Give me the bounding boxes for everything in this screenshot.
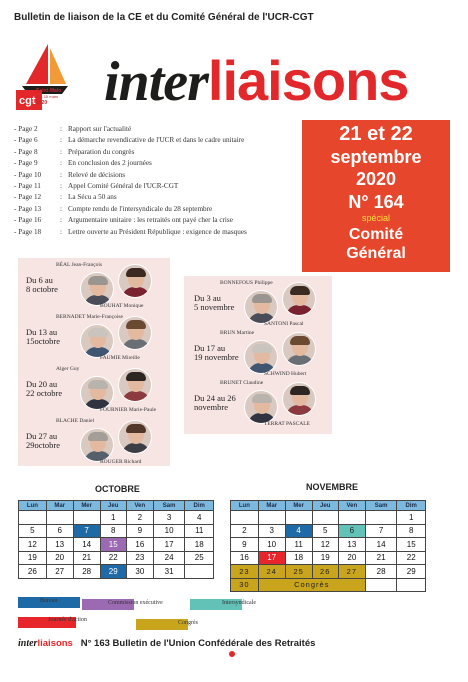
calendar-day: 15 — [397, 538, 426, 552]
calendar-day: 9 — [231, 538, 259, 552]
masthead-inter: inter — [104, 51, 208, 113]
toc-item — [14, 193, 304, 204]
calendar-day: 27 — [46, 565, 73, 579]
footer-liaisons: liaisons — [37, 638, 73, 649]
toc-separator: : — [60, 193, 62, 202]
weekday-header: Sam — [365, 501, 397, 511]
toc-title: La Sécu a 50 ans — [68, 193, 117, 202]
weekday-header: Lun — [19, 501, 47, 511]
calendar-day: 1 — [397, 511, 426, 525]
issue-special: spécial — [361, 213, 390, 223]
legend-label-congres: Congrès — [178, 620, 198, 626]
toc-separator: : — [60, 227, 62, 236]
calendar-day: 13 — [46, 538, 73, 552]
bulletin-header: Bulletin de liaison de la CE et du Comité Général de l'UCR-CGT — [14, 12, 314, 23]
member-photo — [282, 332, 316, 366]
calendar-week-row — [19, 511, 214, 525]
calendar-day — [338, 511, 365, 525]
toc-item — [14, 182, 304, 193]
issue-box — [302, 120, 450, 272]
toc-page: - Page 10 — [14, 170, 42, 179]
toc-page: - Page 11 — [14, 181, 41, 190]
calendar-day: 5 — [19, 524, 47, 538]
issue-year: 2020 — [355, 169, 397, 189]
calendar-week-row — [231, 511, 426, 525]
calendar-day: 26 — [312, 565, 338, 579]
calendar-day: 26 — [19, 565, 47, 579]
permanence-name-top: BRUN Martine — [220, 330, 255, 336]
calendar-day: 12 — [19, 538, 47, 552]
calendar-header-row — [231, 501, 426, 511]
calendar-day — [185, 565, 214, 579]
calendar-day: 24 — [153, 551, 185, 565]
calendar-day: 25 — [285, 565, 312, 579]
calendar-day: 20 — [338, 551, 365, 565]
issue-event-line2: Général — [346, 245, 406, 263]
calendar-day: 21 — [73, 551, 100, 565]
legend-label-action: Journée d'action — [48, 617, 87, 623]
weekday-header: Dim — [185, 501, 214, 511]
member-photo — [80, 428, 114, 462]
toc-title: Argumentaire unitaire : les retraités ont payé cher la crise — [68, 216, 233, 225]
calendar-day: 10 — [153, 524, 185, 538]
toc-item — [14, 148, 304, 159]
weekday-header: Sam — [153, 501, 185, 511]
permanence-period: Du 3 au 5 novembre — [194, 293, 235, 313]
calendar-day: 23 — [126, 551, 153, 565]
weekday-header: Jeu — [312, 501, 338, 511]
calendar-day: 19 — [312, 551, 338, 565]
permanences-november-panel — [184, 276, 332, 434]
calendar-day: 3 — [258, 524, 285, 538]
calendar-day: 4 — [185, 511, 214, 525]
calendar-day: 30 — [231, 578, 259, 592]
issue-date-line2: septembre — [330, 147, 422, 167]
calendar-day: 7 — [73, 524, 100, 538]
issue-event-line1: Comité — [348, 226, 404, 243]
calendar-day: 8 — [100, 524, 126, 538]
calendar-day: 21 — [365, 551, 397, 565]
weekday-header: Lun — [231, 501, 259, 511]
member-photo — [282, 282, 316, 316]
calendar-november — [230, 500, 426, 592]
calendar-day: 24 — [258, 565, 285, 579]
calendar-day — [231, 511, 259, 525]
toc-separator: : — [60, 147, 62, 156]
toc-item — [14, 216, 304, 227]
calendar-day: 29 — [397, 565, 426, 579]
toc-page: - Page 12 — [14, 193, 42, 202]
calendar-day: 13 — [338, 538, 365, 552]
calendar-day — [365, 511, 397, 525]
toc-page: - Page 9 — [14, 159, 38, 168]
legend-label-intersyndicale: Intersyndicale — [222, 600, 256, 606]
calendar-day — [285, 511, 312, 525]
permanence-name-bottom: ROUGER Richard — [100, 459, 142, 465]
member-photo — [118, 264, 152, 298]
calendar-week-row — [231, 565, 426, 579]
calendar-day: 2 — [231, 524, 259, 538]
svg-text:cgt: cgt — [19, 95, 36, 107]
member-photo — [118, 316, 152, 350]
legend-label-commission: Commission exécutive — [108, 600, 163, 606]
permanence-name-bottom: TERRAT PASCALE — [264, 421, 310, 427]
toc-title: Lettre ouverte au Président République : exigence de masques — [68, 227, 247, 236]
calendar-week-row — [19, 551, 214, 565]
interliaisons-masthead — [104, 48, 408, 114]
calendar-title-october: OCTOBRE — [95, 484, 140, 494]
toc-title: Rapport sur l'actualité — [68, 125, 132, 133]
toc-separator: : — [60, 204, 62, 213]
toc-page: - Page 16 — [14, 216, 42, 225]
permanence-name-top: BLACHE Daniel — [56, 418, 95, 424]
calendar-day — [258, 511, 285, 525]
calendar-day: 31 — [153, 565, 185, 579]
calendar-week-row — [19, 524, 214, 538]
calendar-day: 14 — [73, 538, 100, 552]
weekday-header: Mer — [73, 501, 100, 511]
toc-page: - Page 8 — [14, 147, 38, 156]
toc-page: - Page 2 — [14, 125, 38, 133]
permanence-period: Du 20 au 22 octobre — [26, 379, 63, 399]
calendar-day: 3 — [153, 511, 185, 525]
weekday-header: Mer — [285, 501, 312, 511]
calendar-day: 20 — [46, 551, 73, 565]
calendar-day: 11 — [285, 538, 312, 552]
calendar-day: 9 — [126, 524, 153, 538]
calendar-week-row — [19, 538, 214, 552]
calendar-day — [312, 511, 338, 525]
calendar-day: 7 — [365, 524, 397, 538]
calendar-day: 12 — [312, 538, 338, 552]
calendar-day: 17 — [153, 538, 185, 552]
calendar-day: 23 — [231, 565, 259, 579]
member-photo — [80, 272, 114, 306]
calendar-day: 17 — [258, 551, 285, 565]
member-photo — [118, 420, 152, 454]
permanence-period: Du 27 au 29octobre — [26, 431, 60, 451]
masthead-liaisons: liaisons — [207, 49, 409, 112]
permanences-october-panel — [18, 258, 170, 466]
toc-title: La démarche revendicative de l'UCR et dans le cadre unitaire — [68, 136, 245, 145]
footer-dot — [229, 651, 235, 657]
member-photo — [244, 290, 278, 324]
permanence-name-bottom: FOURNIER Marie-Paule — [100, 407, 157, 413]
permanence-name-bottom: FAUMIE Mireille — [100, 355, 140, 361]
toc-page: - Page 6 — [14, 136, 38, 145]
weekday-header: Mar — [46, 501, 73, 511]
logo-city: Saint-Malo — [36, 88, 62, 94]
calendar-day — [46, 511, 73, 525]
permanence-name-top: BRUNET Claudine — [220, 380, 264, 386]
calendar-day: 5 — [312, 524, 338, 538]
calendar-day: 6 — [338, 524, 365, 538]
logo-dates: 11 - 15 mars — [36, 94, 59, 99]
calendar-day: 10 — [258, 538, 285, 552]
permanence-name-bottom: SANTONI Pascal — [264, 321, 304, 327]
legend-label-bureau: Bureau — [40, 598, 58, 604]
calendar-day — [73, 511, 100, 525]
toc-page: - Page 18 — [14, 227, 42, 236]
member-photo — [80, 324, 114, 358]
toc-title: Compte rendu de l'intersyndicale du 28 septembre — [68, 204, 213, 213]
footer-text: N° 163 Bulletin de l'Union Confédérale des Retraités — [80, 638, 316, 649]
calendar-day — [19, 511, 47, 525]
toc-separator: : — [60, 136, 62, 145]
calendar-day: 4 — [285, 524, 312, 538]
toc-item — [14, 159, 304, 170]
toc-item — [14, 205, 304, 216]
toc-separator: : — [60, 159, 62, 168]
calendar-day: 27 — [338, 565, 365, 579]
member-photo — [244, 340, 278, 374]
calendar-day: 1 — [100, 511, 126, 525]
calendar-week-row — [231, 578, 426, 592]
calendar-day: 14 — [365, 538, 397, 552]
permanence-name-top: Alger Guy — [56, 366, 80, 372]
member-photo — [244, 390, 278, 424]
calendar-title-november: NOVEMBRE — [306, 482, 359, 492]
calendar-day: 18 — [285, 551, 312, 565]
toc-title: Préparation du congrès — [68, 147, 135, 156]
calendar-day — [365, 578, 397, 592]
issue-number: N° 164 — [348, 192, 404, 212]
toc-separator: : — [60, 170, 62, 179]
calendar-day: 30 — [126, 565, 153, 579]
permanence-period: Du 13 au 15octobre — [26, 327, 60, 347]
calendar-day: 28 — [73, 565, 100, 579]
calendar-header-row — [19, 501, 214, 511]
weekday-header: Dim — [397, 501, 426, 511]
calendar-day: 11 — [185, 524, 214, 538]
weekday-header: Ven — [338, 501, 365, 511]
table-of-contents — [14, 125, 304, 239]
member-photo — [282, 382, 316, 416]
weekday-header: Mar — [258, 501, 285, 511]
calendar-october — [18, 500, 214, 579]
calendar-day: 19 — [19, 551, 47, 565]
calendar-week-row — [231, 538, 426, 552]
toc-item — [14, 136, 304, 147]
calendar-day: 16 — [126, 538, 153, 552]
toc-page: - Page 13 — [14, 204, 42, 213]
toc-title: En conclusion des 2 journées — [68, 159, 152, 168]
calendar-day — [397, 578, 426, 592]
weekday-header: Jeu — [100, 501, 126, 511]
calendar-day: 8 — [397, 524, 426, 538]
toc-separator: : — [60, 181, 62, 190]
permanence-period: Du 24 au 26 novembre — [194, 393, 236, 413]
calendar-week-row — [231, 551, 426, 565]
footer — [18, 638, 315, 649]
member-photo — [118, 368, 152, 402]
permanence-period: Du 6 au 8 octobre — [26, 275, 58, 295]
calendar-day: 15 — [100, 538, 126, 552]
congres-span: Congrès — [258, 578, 365, 592]
weekday-header: Ven — [126, 501, 153, 511]
calendar-day: 22 — [397, 551, 426, 565]
member-photo — [80, 376, 114, 410]
calendar-day: 22 — [100, 551, 126, 565]
logo-year: 2020 — [36, 100, 48, 106]
calendar-day: 29 — [100, 565, 126, 579]
toc-separator: : — [60, 216, 62, 225]
calendar-day: 18 — [185, 538, 214, 552]
calendar-day: 16 — [231, 551, 259, 565]
permanence-name-top: BONNEFOUS Philippe — [220, 280, 273, 286]
toc-item — [14, 228, 304, 239]
permanence-name-bottom: SCHWIND Hubert — [264, 371, 307, 377]
calendar-day: 25 — [185, 551, 214, 565]
calendar-day: 2 — [126, 511, 153, 525]
permanence-name-bottom: BOUHAT Monique — [100, 303, 144, 309]
toc-item — [14, 171, 304, 182]
issue-date-line1: 21 et 22 — [339, 123, 413, 145]
footer-inter: inter — [18, 638, 38, 649]
calendar-day: 6 — [46, 524, 73, 538]
toc-title: Appel Comité Général de l'UCR-CGT — [68, 181, 179, 190]
permanence-name-top: BÉAL Jean-François — [56, 262, 103, 268]
permanence-name-top: BERNADET Marie-Françoise — [56, 314, 123, 320]
toc-separator: : — [60, 125, 62, 133]
toc-item — [14, 125, 304, 136]
calendar-day: 28 — [365, 565, 397, 579]
toc-title: Relevé de décisions — [68, 170, 126, 179]
calendar-week-row — [231, 524, 426, 538]
calendar-week-row — [19, 565, 214, 579]
permanence-period: Du 17 au 19 novembre — [194, 343, 239, 363]
